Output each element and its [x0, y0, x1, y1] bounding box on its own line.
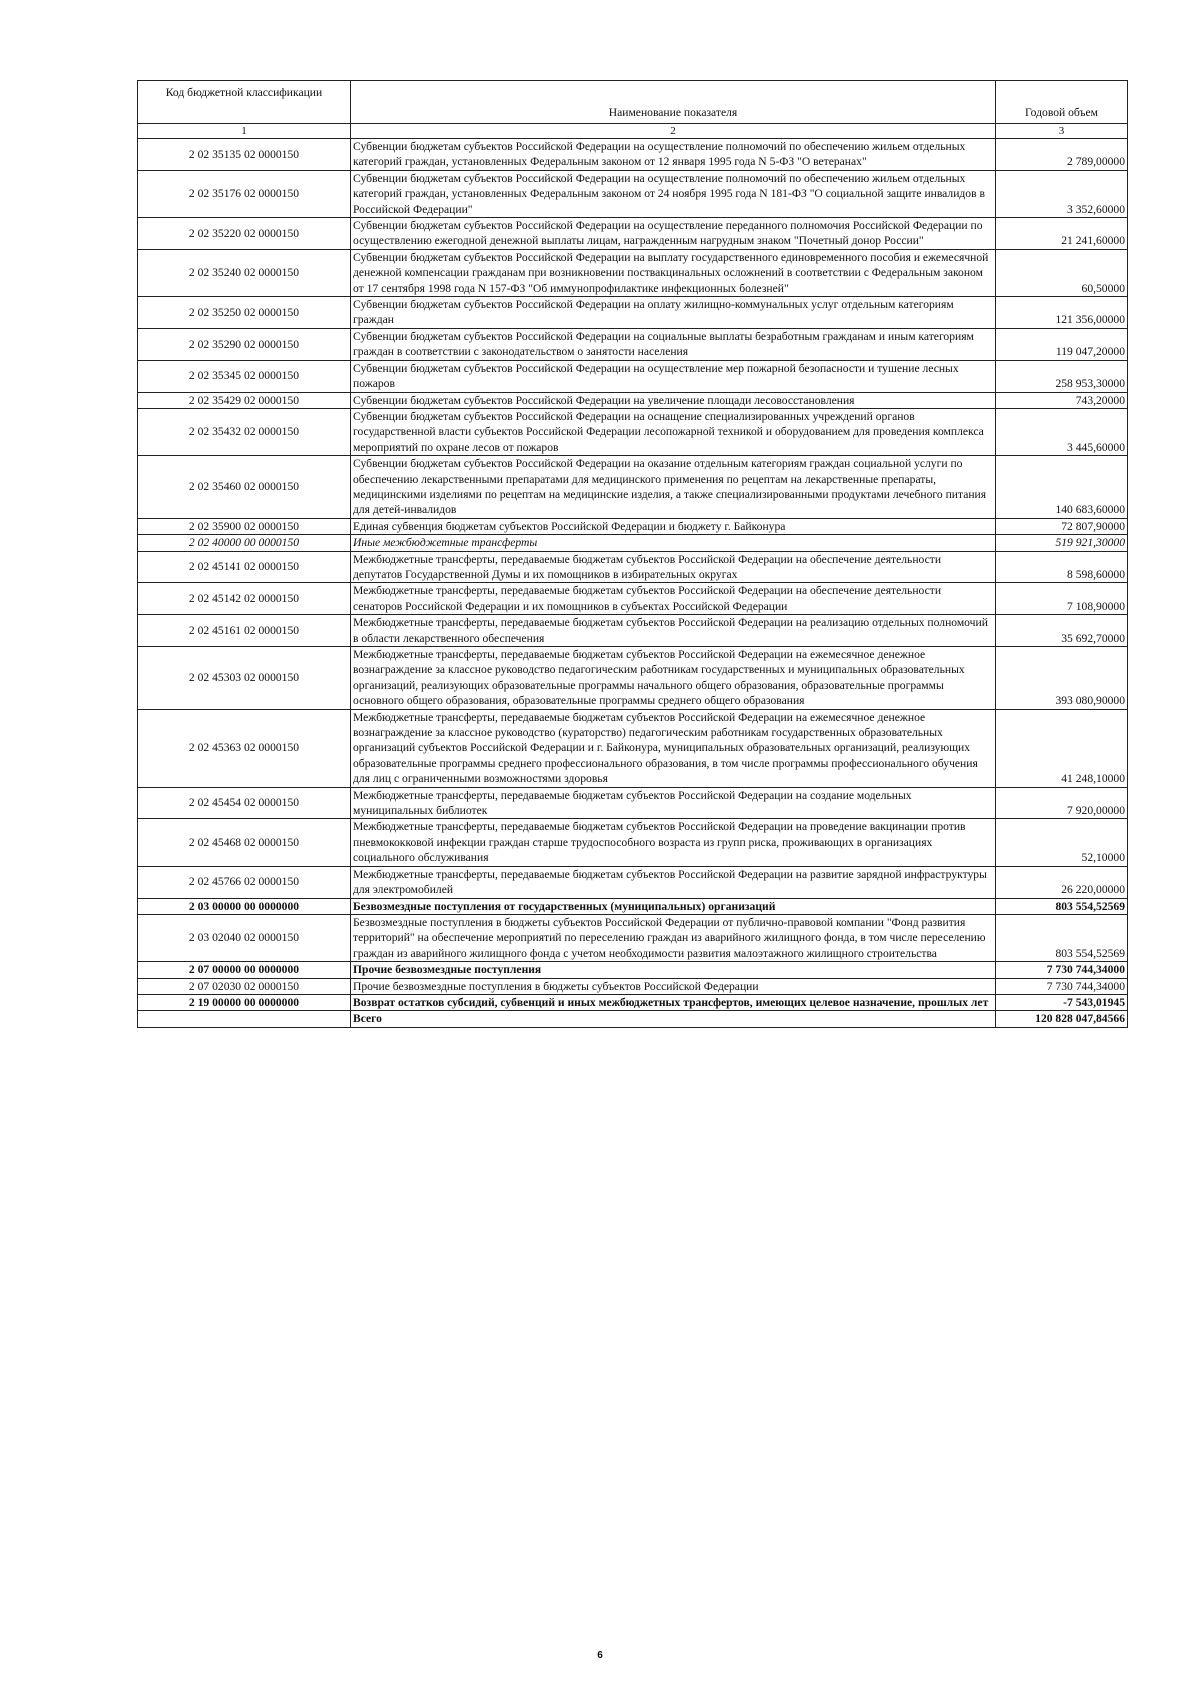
row-value: 7 730 744,34000 — [996, 978, 1128, 994]
row-code: 2 02 35432 02 0000150 — [138, 408, 351, 455]
table-row — [138, 551, 1128, 583]
row-name: Субвенции бюджетам субъектов Российской Федерации на оказание отдельным категориям граждан социальной услуги по обеспечению лекарственными препаратами для медицинского применения по рецептам на лекарственные препараты, медицинскими изделиями по рецептам на медицинские изделия, а также специализированными продуктами лечебного питания для детей-инвалидов — [351, 456, 996, 519]
row-name: Прочие безвозмездные поступления в бюджеты субъектов Российской Федерации — [351, 978, 996, 994]
header-code: Код бюджетной классификации — [138, 81, 351, 124]
row-value: 72 807,90000 — [996, 518, 1128, 534]
table-row — [138, 297, 1128, 329]
row-name: Межбюджетные трансферты, передаваемые бюджетам субъектов Российской Федерации на ежемесячное денежное вознаграждение за классное руководство педагогическим работникам государственных и муниципальных образовательных организаций, реализующих образовательные программы начального общего образования, образовательные программы основного общего образования, образовательные программы среднего общего образования — [351, 647, 996, 710]
row-code: 2 02 35240 02 0000150 — [138, 249, 351, 296]
row-value: 52,10000 — [996, 819, 1128, 866]
column-number-3: 3 — [996, 124, 1128, 139]
row-name: Субвенции бюджетам субъектов Российской Федерации на осуществление мер пожарной безопасности и тушение лесных пожаров — [351, 360, 996, 392]
table-row — [138, 518, 1128, 534]
row-name: Межбюджетные трансферты, передаваемые бюджетам субъектов Российской Федерации на ежемесячное денежное вознаграждение за классное руководство (кураторство) педагогическим работникам государственных образовательных организаций субъектов Российской Федерации и г. Байконура, муниципальных образовательных организаций, реализующих образовательные программы среднего профессионального образования, в том числе программы профессионального обучения для лиц с ограниченными возможностями здоровья — [351, 709, 996, 787]
row-code: 2 02 45363 02 0000150 — [138, 709, 351, 787]
table-row — [138, 647, 1128, 710]
row-value: 743,20000 — [996, 392, 1128, 408]
row-name: Межбюджетные трансферты, передаваемые бюджетам субъектов Российской Федерации на реализацию отдельных полномочий в области лекарственного обеспечения — [351, 615, 996, 647]
row-value: 41 248,10000 — [996, 709, 1128, 787]
row-code: 2 02 45161 02 0000150 — [138, 615, 351, 647]
table-row — [138, 408, 1128, 455]
row-name: Иные межбюджетные трансферты — [351, 535, 996, 551]
table-body — [138, 139, 1128, 1028]
row-code: 2 02 35176 02 0000150 — [138, 170, 351, 217]
table-row — [138, 456, 1128, 519]
row-value: 21 241,60000 — [996, 218, 1128, 250]
row-name: Межбюджетные трансферты, передаваемые бюджетам субъектов Российской Федерации на обеспечение деятельности депутатов Государственной Думы и их помощников в избирательных округах — [351, 551, 996, 583]
row-code: 2 02 45454 02 0000150 — [138, 787, 351, 819]
header-volume: Годовой объем — [996, 81, 1128, 124]
row-code: 2 02 35135 02 0000150 — [138, 139, 351, 171]
row-code: 2 02 45141 02 0000150 — [138, 551, 351, 583]
table-row — [138, 360, 1128, 392]
row-code: 2 02 35460 02 0000150 — [138, 456, 351, 519]
row-code — [138, 1011, 351, 1027]
row-code: 2 02 45142 02 0000150 — [138, 583, 351, 615]
row-name: Единая субвенция бюджетам субъектов Российской Федерации и бюджету г. Байконура — [351, 518, 996, 534]
row-code: 2 02 45468 02 0000150 — [138, 819, 351, 866]
row-code: 2 02 40000 00 0000150 — [138, 535, 351, 551]
table-row — [138, 709, 1128, 787]
table-row — [138, 249, 1128, 296]
row-name: Межбюджетные трансферты, передаваемые бюджетам субъектов Российской Федерации на проведение вакцинации против пневмококковой инфекции граждан старше трудоспособного возраста из групп риска, проживающих в организациях социального обслуживания — [351, 819, 996, 866]
table-row — [138, 787, 1128, 819]
row-code: 2 19 00000 00 0000000 — [138, 994, 351, 1010]
row-value: 121 356,00000 — [996, 297, 1128, 329]
row-code: 2 07 02030 02 0000150 — [138, 978, 351, 994]
row-name: Возврат остатков субсидий, субвенций и иных межбюджетных трансфертов, имеющих целевое назначение, прошлых лет — [351, 994, 996, 1010]
table-row — [138, 535, 1128, 551]
row-value: 519 921,30000 — [996, 535, 1128, 551]
row-name: Безвозмездные поступления от государственных (муниципальных) организаций — [351, 898, 996, 914]
row-value: 803 554,52569 — [996, 914, 1128, 961]
row-value: 120 828 047,84566 — [996, 1011, 1128, 1027]
budget-table — [137, 80, 1128, 1028]
table-row — [138, 583, 1128, 615]
row-name: Межбюджетные трансферты, передаваемые бюджетам субъектов Российской Федерации на развитие зарядной инфраструктуры для электромобилей — [351, 866, 996, 898]
row-value: 35 692,70000 — [996, 615, 1128, 647]
row-value: 140 683,60000 — [996, 456, 1128, 519]
row-name: Субвенции бюджетам субъектов Российской Федерации на оплату жилищно-коммунальных услуг отдельным категориям граждан — [351, 297, 996, 329]
header-name: Наименование показателя — [351, 81, 996, 124]
table-row — [138, 866, 1128, 898]
column-number-2: 2 — [351, 124, 996, 139]
row-value: -7 543,01945 — [996, 994, 1128, 1010]
table-row — [138, 962, 1128, 978]
row-name: Субвенции бюджетам субъектов Российской Федерации на увеличение площади лесовосстановления — [351, 392, 996, 408]
row-value: 258 953,30000 — [996, 360, 1128, 392]
row-name: Безвозмездные поступления в бюджеты субъектов Российской Федерации от публично-правовой компании "Фонд развития территорий" на обеспечение мероприятий по переселению граждан из аварийного жилищного фонда, в том числе переселению граждан из аварийного жилищного фонда с учетом необходимости развития малоэтажного жилищного строительства — [351, 914, 996, 961]
table-row — [138, 914, 1128, 961]
row-name: Прочие безвозмездные поступления — [351, 962, 996, 978]
table-row — [138, 1011, 1128, 1027]
row-name: Субвенции бюджетам субъектов Российской Федерации на оснащение специализированных учреждений органов государственной власти субъектов Российской Федерации лесопожарной техникой и оборудованием для проведения комплекса мероприятий по охране лесов от пожаров — [351, 408, 996, 455]
row-name: Межбюджетные трансферты, передаваемые бюджетам субъектов Российской Федерации на обеспечение деятельности сенаторов Российской Федерации и их помощников в субъектах Российской Федерации — [351, 583, 996, 615]
row-value: 2 789,00000 — [996, 139, 1128, 171]
row-name: Всего — [351, 1011, 996, 1027]
row-code: 2 03 00000 00 0000000 — [138, 898, 351, 914]
row-value: 7 920,00000 — [996, 787, 1128, 819]
row-value: 3 352,60000 — [996, 170, 1128, 217]
row-value: 393 080,90000 — [996, 647, 1128, 710]
table-row — [138, 218, 1128, 250]
row-value: 26 220,00000 — [996, 866, 1128, 898]
row-value: 60,50000 — [996, 249, 1128, 296]
row-name: Субвенции бюджетам субъектов Российской Федерации на выплату государственного единовременного пособия и ежемесячной денежной компенсации гражданам при возникновении поствакцинальных осложнений в соответствии с Федеральным законом от 17 сентября 1998 года N 157-ФЗ "Об иммунопрофилактике инфекционных болезней" — [351, 249, 996, 296]
row-code: 2 02 45766 02 0000150 — [138, 866, 351, 898]
table-row — [138, 978, 1128, 994]
table-row — [138, 898, 1128, 914]
row-value: 7 730 744,34000 — [996, 962, 1128, 978]
page-number: 6 — [597, 1650, 603, 1661]
row-code: 2 02 35900 02 0000150 — [138, 518, 351, 534]
row-value: 3 445,60000 — [996, 408, 1128, 455]
row-code: 2 02 35429 02 0000150 — [138, 392, 351, 408]
row-code: 2 02 35220 02 0000150 — [138, 218, 351, 250]
row-value: 803 554,52569 — [996, 898, 1128, 914]
row-value: 8 598,60000 — [996, 551, 1128, 583]
row-name: Межбюджетные трансферты, передаваемые бюджетам субъектов Российской Федерации на создание модельных муниципальных библиотек — [351, 787, 996, 819]
column-number-row — [138, 124, 1128, 139]
table-row — [138, 328, 1128, 360]
row-code: 2 07 00000 00 0000000 — [138, 962, 351, 978]
row-name: Субвенции бюджетам субъектов Российской Федерации на социальные выплаты безработным гражданам и иным категориям граждан в соответствии с законодательством о занятости населения — [351, 328, 996, 360]
row-code: 2 02 45303 02 0000150 — [138, 647, 351, 710]
row-value: 119 047,20000 — [996, 328, 1128, 360]
column-number-1: 1 — [138, 124, 351, 139]
row-name: Субвенции бюджетам субъектов Российской Федерации на осуществление полномочий по обеспечению жильем отдельных категорий граждан, установленных Федеральным законом от 24 ноября 1995 года N 181-ФЗ "О социальной защите инвалидов в Российской Федерации" — [351, 170, 996, 217]
row-name: Субвенции бюджетам субъектов Российской Федерации на осуществление полномочий по обеспечению жильем отдельных категорий граждан, установленных Федеральным законом от 12 января 1995 года N 5-ФЗ "О ветеранах" — [351, 139, 996, 171]
table-row — [138, 139, 1128, 171]
row-code: 2 02 35345 02 0000150 — [138, 360, 351, 392]
table-row — [138, 994, 1128, 1010]
table-row — [138, 392, 1128, 408]
table-row — [138, 170, 1128, 217]
table-row — [138, 819, 1128, 866]
row-code: 2 02 35250 02 0000150 — [138, 297, 351, 329]
row-name: Субвенции бюджетам субъектов Российской Федерации на осуществление переданного полномочия Российской Федерации по осуществлению ежегодной денежной выплаты лицам, награжденным нагрудным знаком "Почетный донор России" — [351, 218, 996, 250]
row-value: 7 108,90000 — [996, 583, 1128, 615]
row-code: 2 02 35290 02 0000150 — [138, 328, 351, 360]
table-row — [138, 615, 1128, 647]
row-code: 2 03 02040 02 0000150 — [138, 914, 351, 961]
header-row — [138, 81, 1128, 124]
